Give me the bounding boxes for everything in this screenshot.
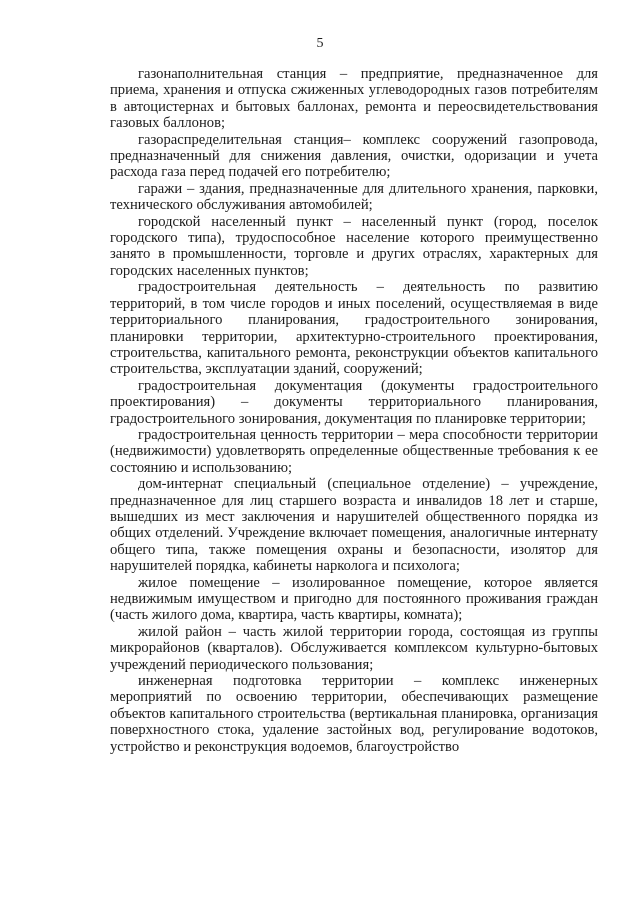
page-number: 5 [316,36,324,51]
definition-engineering-preparation: инженерная подготовка территории – комплекс инженерных мероприятий по освоению территории, обеспечивающих размещение объектов капитального строительства (вертикальная планировка, организация поверхностного стока, удаление застойных вод, регулирование водотоков, устройство и реконструкция водоемов, благоустройство [110,673,598,755]
body-text [110,66,598,755]
definition-garages: гаражи – здания, предназначенные для длительного хранения, парковки, технического обслуживания автомобилей; [110,180,598,214]
definition-residential-district: жилой район – часть жилой территории города, состоящая из группы микрорайонов (кварталов). Обслуживается комплексом культурно-бытовых учреждений периодического пользования; [110,623,598,673]
definition-territory-value: градостроительная ценность территории – мера способности территории (недвижимости) удовлетворять определенные общественные требования к ее состоянию и использованию; [110,426,598,476]
definition-urban-planning-documentation: градостроительная документация (документы градостроительного проектирования) – документы территориального планирования, градостроительного зонирования, документация по планировке территории; [110,377,598,427]
definition-gas-distribution-station: газораспределительная станция– комплекс сооружений газопровода, предназначенный для снижения давления, очистки, одоризации и учета расхода газа перед подачей его потребителю; [110,131,598,181]
definition-special-boarding-house: дом-интернат специальный (специальное отделение) – учреждение, предназначенное для лиц старшего возраста и инвалидов 18 лет и старше, вышедших из мест заключения и нарушителей общественного порядка из общих отделений. Учреждение включает помещения, аналогичные интернату общего типа, также помещения охраны и безопасности, изолятор для нарушителей порядка, кабинеты нарколога и психолога; [110,476,598,575]
definition-urban-planning-activity: градостроительная деятельность – деятельность по развитию территорий, в том числе городов и иных поселений, осуществляемая в виде территориального планирования, градостроительного зонирования, планировки территории, архитектурно-строительного проектирования, строительства, капитального ремонта, реконструкции объектов капитального строительства, эксплуатации зданий, сооружений; [110,279,598,378]
definition-gas-filling-station: газонаполнительная станция – предприятие, предназначенное для приема, хранения и отпуска сжиженных углеводородных газов потребителям в автоцистернах и бытовых баллонах, ремонта и переосвидетельствования газовых баллонов; [110,66,598,132]
definition-residential-premises: жилое помещение – изолированное помещение, которое является недвижимым имуществом и пригодно для постоянного проживания граждан (часть жилого дома, квартира, часть квартиры, комната); [110,574,598,624]
definition-urban-settlement: городской населенный пункт – населенный пункт (город, поселок городского типа), трудоспособное население которого преимущественно занято в промышленности, торговле и других отраслях, характерных для городских населенных пунктов; [110,213,598,279]
